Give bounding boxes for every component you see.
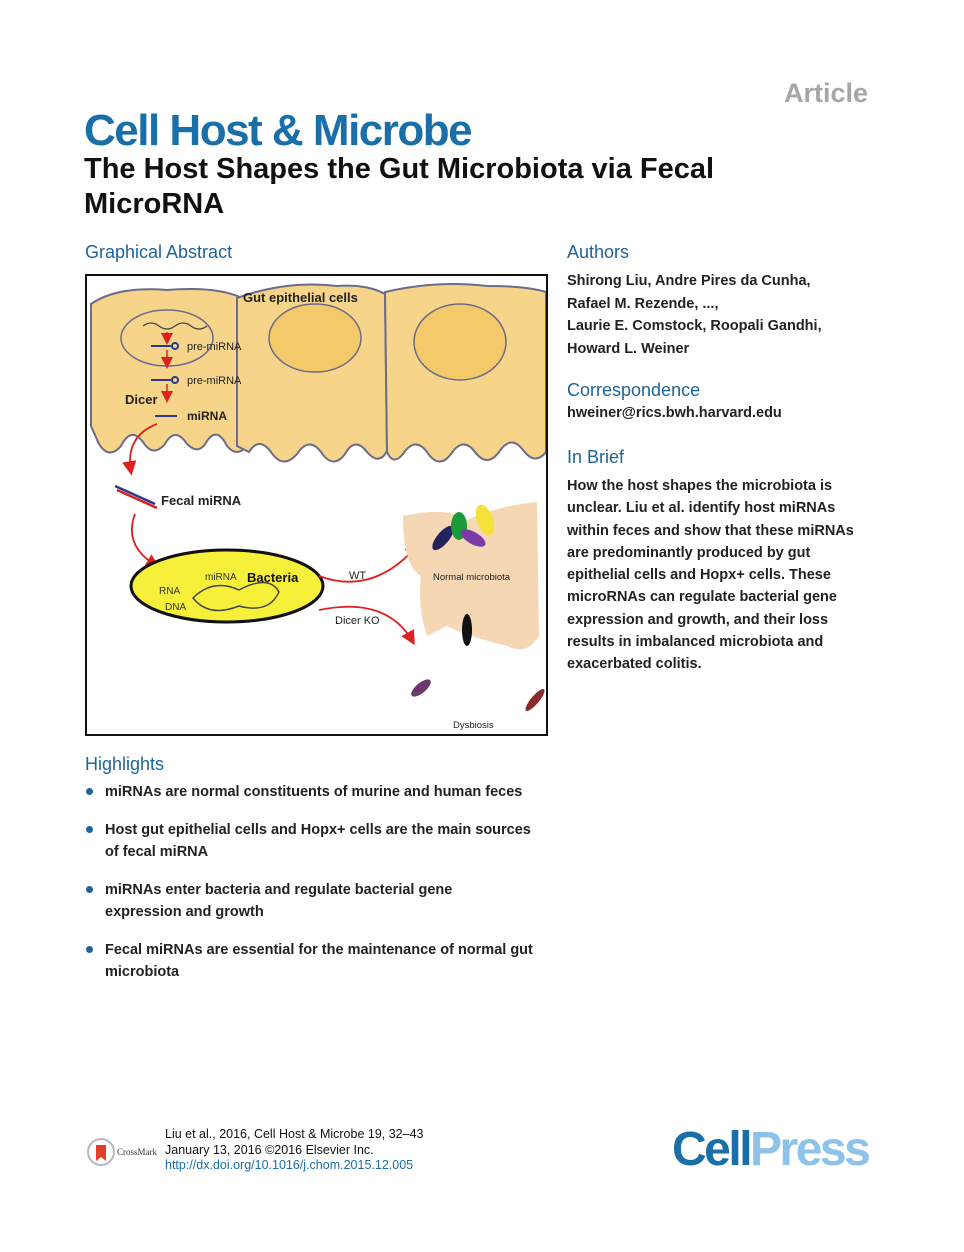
highlight-line: miRNAs enter bacteria and regulate bacterial gene	[105, 881, 453, 898]
bullet-icon	[86, 788, 93, 795]
bullet-icon	[86, 886, 93, 893]
highlights-heading: Highlights	[85, 754, 165, 774]
highlight-line: of fecal miRNA	[105, 844, 209, 860]
rna-label: RNA	[159, 586, 181, 597]
bullet-icon	[86, 826, 93, 833]
pre-mirna-label-2: pre-miRNA	[187, 375, 242, 387]
highlight-line: miRNAs are normal constituents of murine and human feces	[105, 784, 523, 800]
highlight-line: microbiota	[105, 964, 180, 980]
citation	[165, 1127, 423, 1174]
correspondence-email[interactable]: hweiner@rics.bwh.harvard.edu	[567, 405, 782, 421]
citation-line: Liu et al., 2016, Cell Host & Microbe 19, 32–43	[165, 1127, 424, 1141]
highlight-line: expression and growth	[105, 904, 264, 920]
crossmark-icon[interactable]	[86, 1137, 116, 1167]
doi-link[interactable]: http://dx.doi.org/10.1016/j.chom.2015.12.005	[165, 1158, 414, 1172]
fecal-mirna-duplex	[115, 486, 157, 508]
highlights-list	[85, 781, 555, 999]
article-title: The Host Shapes the Gut Microbiota via Fecal MicroRNA	[84, 153, 715, 220]
author-line: Laurie E. Comstock, Roopali Gandhi,	[567, 318, 822, 334]
citation-date: January 13, 2016 ©2016 Elsevier Inc.	[165, 1142, 374, 1157]
in-brief-line: results in imbalanced microbiota and	[567, 634, 824, 651]
authors-heading: Authors	[567, 242, 630, 262]
cellpress-logo-press: Press	[750, 1123, 869, 1176]
fecal-mirna-label: Fecal miRNA	[161, 493, 242, 508]
highlight-item	[85, 939, 555, 984]
highlight-line: Fecal miRNAs are essential for the maintenance of normal gut	[105, 941, 533, 958]
author-line: Shirong Liu, Andre Pires da Cunha,	[567, 273, 811, 289]
highlight-item	[85, 781, 555, 804]
authors-list	[567, 270, 887, 360]
highlight-line: Host gut epithelial cells and Hopx+ cells are the main sources	[105, 821, 531, 838]
bullet-icon	[86, 946, 93, 953]
article-type-label: Article	[783, 78, 868, 108]
pre-mirna-label-1: pre-miRNA	[187, 341, 242, 353]
in-brief-line: unclear. Liu et al. identify host miRNAs	[567, 500, 836, 517]
mirna-label: miRNA	[187, 409, 228, 423]
in-brief-line: within feces and show that these miRNAs	[567, 522, 854, 539]
in-brief-line: expression and growth, and their loss	[567, 611, 829, 628]
correspondence-heading: Correspondence	[567, 380, 701, 400]
graphical-abstract-illustration	[87, 276, 546, 734]
in-brief-line: epithelial cells and Hopx+ cells. These	[567, 567, 831, 584]
cellpress-logo-cell: Cell	[672, 1123, 751, 1176]
author-line: Howard L. Weiner	[567, 340, 690, 357]
bacteria-mirna-label: miRNA	[205, 572, 237, 583]
in-brief-text	[567, 475, 872, 676]
nucleus-middle	[269, 304, 361, 372]
author-line: Rafael M. Rezende, ...,	[567, 295, 719, 312]
in-brief-line: are predominantly produced by gut	[567, 544, 811, 561]
normal-microbiota-label: Normal microbiota	[433, 572, 511, 583]
dna-label: DNA	[165, 602, 187, 613]
journal-name: Cell Host & Microbe	[84, 106, 472, 155]
bacteria-label: Bacteria	[247, 570, 299, 585]
wt-label: WT	[349, 570, 367, 582]
in-brief-line: microRNAs can regulate bacterial gene	[567, 589, 837, 606]
graphical-abstract-figure	[85, 274, 548, 736]
in-brief-line: exacerbated colitis.	[567, 656, 702, 673]
dysbiosis-label: Dysbiosis	[453, 720, 494, 731]
nucleus-right	[414, 304, 506, 380]
dicer-ko-label: Dicer KO	[335, 615, 380, 627]
cellpress-logo	[672, 1122, 868, 1177]
gut-cells-label: Gut epithelial cells	[243, 290, 358, 305]
highlight-item	[85, 819, 555, 864]
crossmark-label: CrossMark	[117, 1147, 157, 1157]
dicer-label: Dicer	[125, 392, 158, 407]
highlight-item	[85, 879, 555, 924]
graphical-abstract-heading: Graphical Abstract	[85, 242, 233, 262]
in-brief-line: How the host shapes the microbiota is	[567, 478, 833, 494]
in-brief-heading: In Brief	[567, 447, 625, 467]
